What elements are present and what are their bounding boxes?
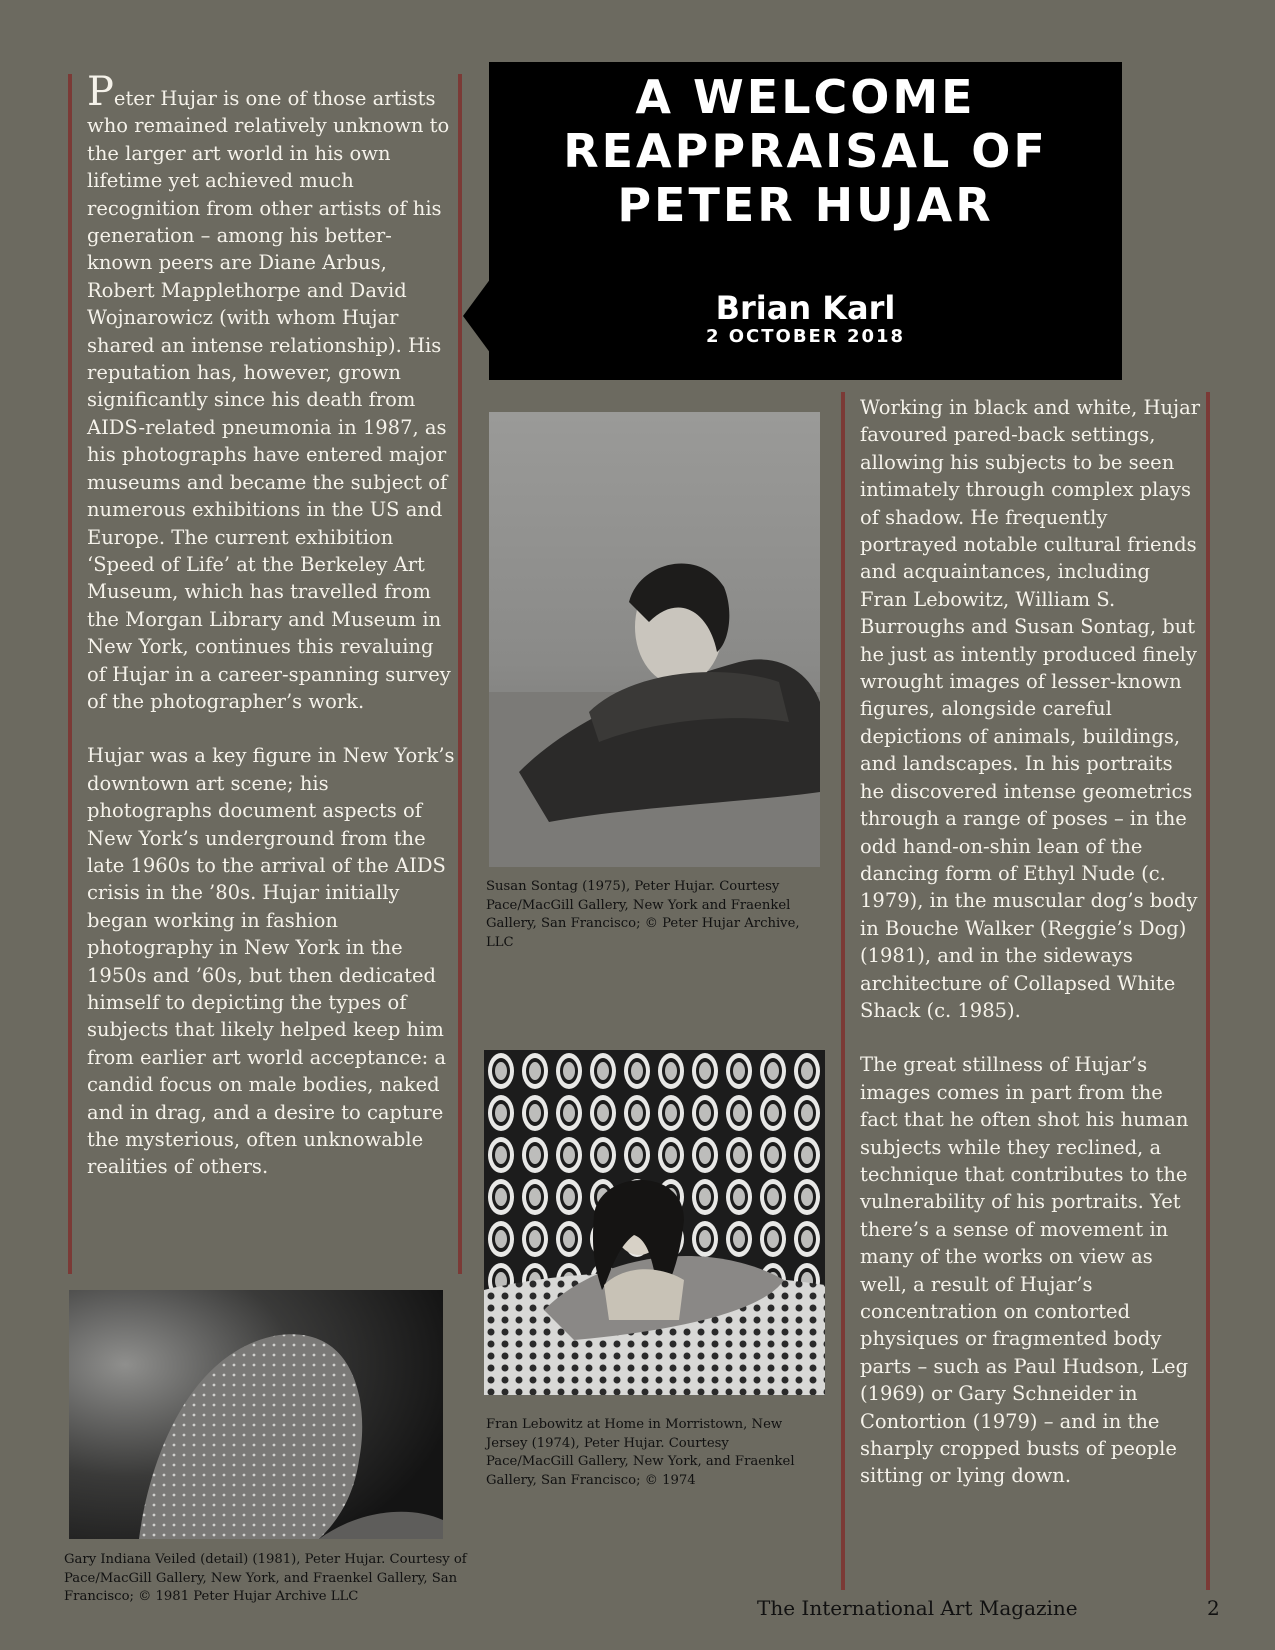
lebowitz-image xyxy=(484,1050,825,1395)
sontag-image xyxy=(489,412,820,867)
rule-col3-left xyxy=(841,392,845,1590)
page-number: 2 xyxy=(1207,1596,1220,1620)
photo-susan-sontag xyxy=(489,412,820,867)
article-title: A WELCOME REAPPRAISAL OF PETER HUJAR xyxy=(563,70,1048,232)
column-right-text xyxy=(860,394,1202,1517)
paragraph-intro: Peter Hujar is one of those artists who remained relatively unknown to the larger art world in his own lifetime yet achieved much recognition from other artists of his generation – among his better-known peers are Diane Arbus, Robert Mapplethorpe and David Wojnarowicz (with whom Hujar shared an intense relationship). His reputation has, however, grown significantly since his death from AIDS-related pneumonia in 1987, as his photographs have entered major museums and became the subject of numerous exhibitions in the US and Europe. The current exhibition ‘Speed of Life’ at the Berkeley Art Museum, which has travelled from the Morgan Library and Museum in New York, continues this revaluing of Hujar in a career-spanning survey of the photographer’s work. xyxy=(87,69,451,713)
footer-magazine-name: The International Art Magazine xyxy=(757,1596,1078,1620)
author-name: Brian Karl xyxy=(715,289,896,327)
publish-date: 2 OCTOBER 2018 xyxy=(705,326,906,347)
indiana-image xyxy=(69,1290,443,1539)
column-left-text xyxy=(87,69,455,1208)
photo-fran-lebowitz xyxy=(484,1050,825,1395)
rule-col1-left xyxy=(68,74,72,1274)
caption-indiana: Gary Indiana Veiled (detail) (1981), Peter Hujar. Courtesy of Pace/MacGill Gallery, New York, and Fraenkel Gallery, San Francisco; © 1981 Peter Hujar Archive LLC xyxy=(64,1552,467,1604)
title-pointer xyxy=(463,278,491,354)
rule-col1-right xyxy=(458,74,462,1274)
paragraph-downtown: Hujar was a key figure in New York’s downtown art scene; his photographs document aspects of New York’s underground from the late 1960s to the arrival of the AIDS crisis in the ’80s. Hujar initially began working in fashion photography in New York in the 1950s and ’60s, but then dedicated himself to depicting the types of subjects that likely helped keep him from earlier art world acceptance: a candid focus on male bodies, naked and in drag, and a desire to capture the mysterious, often unknowable realities of others. xyxy=(87,744,455,1179)
caption-lebowitz: Fran Lebowitz at Home in Morristown, New Jersey (1974), Peter Hujar. Courtesy Pace/MacGill Gallery, New York, and Fraenkel Gallery, San Francisco; © 1974 xyxy=(486,1417,795,1488)
rule-col3-right xyxy=(1206,392,1210,1590)
title-block xyxy=(489,62,1122,380)
drop-cap: P xyxy=(87,69,114,115)
photo-gary-indiana xyxy=(69,1290,443,1539)
paragraph-black-white: Working in black and white, Hujar favoured pared-back settings, allowing his subjects to be seen intimately through complex plays of shadow. He frequently portrayed notable cultural friends and acquaintances, including Fran Lebowitz, William S. Burroughs and Susan Sontag, but he just as intently produced finely wrought images of lesser-known figures, alongside careful depictions of animals, buildings, and landscapes. In his portraits he discovered intense geometrics through a range of poses – in the odd hand-on-shin lean of the dancing form of Ethyl Nude (c. 1979), in the muscular dog’s body in Bouche Walker (Reggie’s Dog) (1981), and in the sideways architecture of Collapsed White Shack (c. 1985). xyxy=(860,396,1201,1022)
caption-sontag: Susan Sontag (1975), Peter Hujar. Courtesy Pace/MacGill Gallery, New York and Fraenkel Gallery, San Francisco; © Peter Hujar Archive, LLC xyxy=(486,879,800,950)
paragraph-stillness: The great stillness of Hujar’s images comes in part from the fact that he often shot his human subjects while they reclined, a technique that contributes to the vulnerability of his portraits. Yet there’s a sense of movement in many of the works on view as well, a result of Hujar’s concentration on contorted physiques or fragmented body parts – such as Paul Hudson, Leg (1969) or Gary Schneider in Contortion (1979) – and in the sharply cropped busts of people sitting or lying down. xyxy=(860,1053,1189,1488)
